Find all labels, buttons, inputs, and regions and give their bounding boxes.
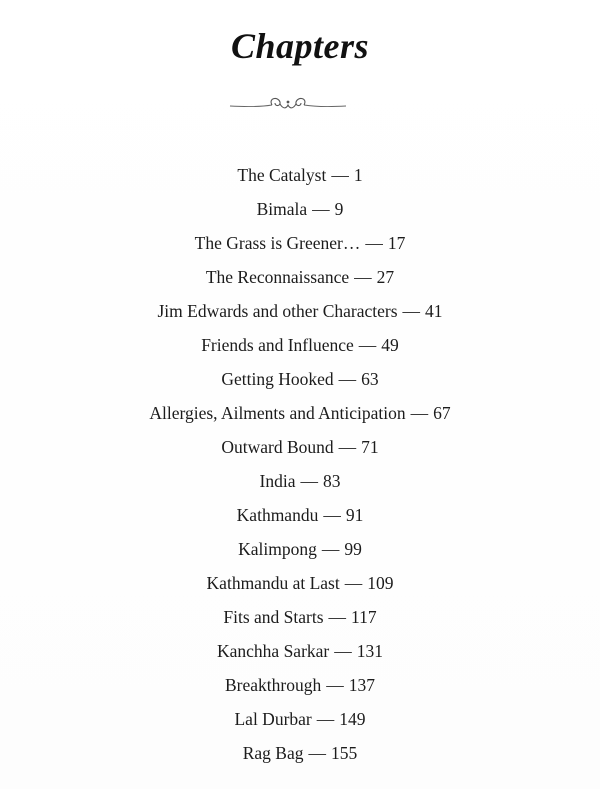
chapter-title: The Grass is Greener… <box>194 233 361 253</box>
chapter-entry[interactable] <box>0 226 600 260</box>
chapter-entry[interactable] <box>0 192 600 226</box>
chapter-title: The Reconnaissance <box>205 267 350 287</box>
chapter-title: Friends and Influence <box>201 335 354 355</box>
separator-dash: — <box>354 267 372 287</box>
chapter-page-number: 49 <box>381 335 399 355</box>
chapter-title: The Catalyst <box>237 165 327 185</box>
chapter-page-number: 109 <box>367 573 394 593</box>
separator-dash: — <box>338 437 357 457</box>
chapter-title: Kanchha Sarkar <box>217 641 330 661</box>
separator-dash: — <box>365 233 383 253</box>
chapter-title: Jim Edwards and other Characters <box>157 301 398 321</box>
chapter-page-number: 1 <box>353 165 363 185</box>
chapter-page-number: 27 <box>376 267 395 287</box>
chapter-entry[interactable] <box>0 294 600 328</box>
separator-dash: — <box>358 335 377 355</box>
chapter-title: Rag Bag <box>242 743 304 763</box>
chapter-title: Fits and Starts <box>223 607 324 627</box>
chapter-entry[interactable] <box>0 158 600 192</box>
separator-dash: — <box>321 539 340 559</box>
chapter-entry[interactable] <box>0 362 600 396</box>
chapter-entry[interactable] <box>0 498 600 532</box>
chapter-page-number: 41 <box>425 301 443 321</box>
chapter-page-number: 155 <box>331 743 358 763</box>
chapter-page-number: 71 <box>361 437 379 457</box>
chapter-page-number: 83 <box>322 471 341 491</box>
chapter-title: Breakthrough <box>225 675 322 695</box>
separator-dash: — <box>312 199 330 219</box>
separator-dash: — <box>316 709 335 729</box>
chapter-title: Allergies, Ailments and Anticipation <box>149 403 406 423</box>
chapter-entry[interactable] <box>0 396 600 430</box>
chapter-entry[interactable] <box>0 566 600 600</box>
flourish-divider-icon <box>228 94 348 114</box>
separator-dash: — <box>402 301 421 321</box>
chapter-title: Lal Durbar <box>234 709 312 729</box>
chapter-page-number: 117 <box>351 607 377 627</box>
separator-dash: — <box>328 607 347 627</box>
chapter-entry[interactable] <box>0 430 600 464</box>
chapter-page-number: 137 <box>348 675 375 695</box>
chapter-page-number: 63 <box>361 369 379 389</box>
chapter-title: India <box>259 471 296 491</box>
chapter-page-number: 9 <box>334 199 344 219</box>
chapter-title: Kalimpong <box>238 539 317 559</box>
chapter-title: Getting Hooked <box>221 369 334 389</box>
chapter-list <box>0 158 600 770</box>
chapter-entry[interactable] <box>0 328 600 362</box>
chapter-page-number: 17 <box>387 233 406 253</box>
separator-dash: — <box>410 403 429 423</box>
separator-dash: — <box>334 641 352 661</box>
chapter-entry[interactable] <box>0 702 600 736</box>
chapter-entry[interactable] <box>0 668 600 702</box>
separator-dash: — <box>344 573 363 593</box>
chapter-page-number: 99 <box>344 539 362 559</box>
chapter-entry[interactable] <box>0 600 600 634</box>
separator-dash: — <box>326 675 344 695</box>
chapter-page-number: 91 <box>345 505 364 525</box>
separator-dash: — <box>308 743 326 763</box>
chapter-page-number: 67 <box>433 403 451 423</box>
chapter-title: Kathmandu <box>236 505 319 525</box>
separator-dash: — <box>300 471 318 491</box>
separator-dash: — <box>323 505 341 525</box>
chapter-entry[interactable] <box>0 260 600 294</box>
chapter-entry[interactable] <box>0 464 600 498</box>
chapter-entry[interactable] <box>0 532 600 566</box>
chapter-entry[interactable] <box>0 736 600 770</box>
page-title: Chapters <box>230 26 370 66</box>
chapter-title: Bimala <box>256 199 308 219</box>
chapter-title: Outward Bound <box>221 437 334 457</box>
chapter-title: Kathmandu at Last <box>206 573 340 593</box>
chapter-page-number: 131 <box>356 641 383 661</box>
separator-dash: — <box>338 369 357 389</box>
chapter-entry[interactable] <box>0 634 600 668</box>
chapter-page-number: 149 <box>339 709 366 729</box>
separator-dash: — <box>331 165 349 185</box>
